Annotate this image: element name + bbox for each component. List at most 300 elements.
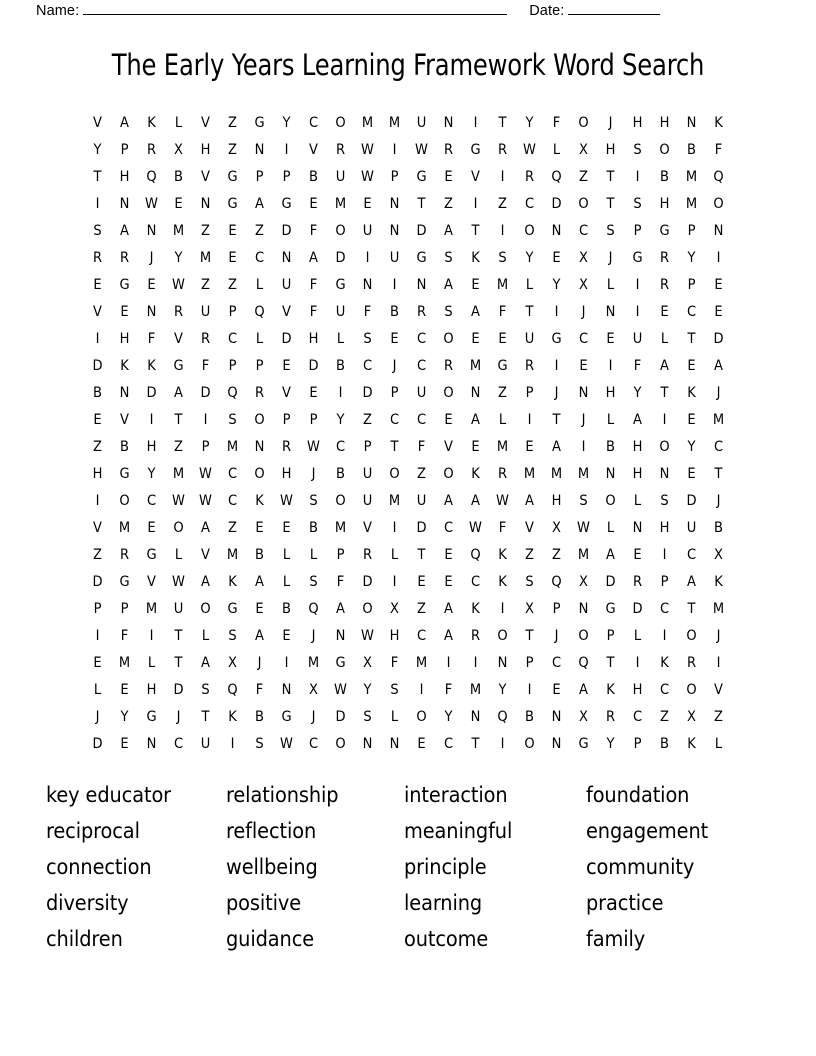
grid-cell[interactable]: A xyxy=(444,223,453,240)
grid-cell[interactable]: P xyxy=(282,412,291,429)
grid-cell[interactable]: K xyxy=(714,574,723,591)
grid-cell[interactable]: C xyxy=(173,736,184,753)
grid-cell[interactable]: L xyxy=(147,655,156,672)
grid-cell[interactable]: H xyxy=(119,169,130,186)
grid-cell[interactable]: L xyxy=(606,412,615,429)
grid-cell[interactable]: N xyxy=(578,601,589,618)
grid-cell[interactable]: A xyxy=(444,493,453,510)
grid-cell[interactable]: J xyxy=(149,250,154,267)
grid-cell[interactable]: J xyxy=(311,628,316,645)
grid-cell[interactable]: X xyxy=(579,250,588,267)
grid-cell[interactable]: O xyxy=(416,709,427,726)
grid-cell[interactable]: P xyxy=(687,223,696,240)
grid-cell[interactable]: M xyxy=(361,115,374,132)
grid-cell[interactable]: O xyxy=(713,196,724,213)
grid-cell[interactable]: R xyxy=(632,574,643,591)
grid-cell[interactable]: C xyxy=(578,331,589,348)
grid-cell[interactable]: I xyxy=(473,115,478,132)
grid-cell[interactable]: R xyxy=(416,304,427,321)
grid-cell[interactable]: T xyxy=(174,412,183,429)
grid-cell[interactable]: I xyxy=(95,331,100,348)
grid-cell[interactable]: E xyxy=(525,439,534,456)
grid-cell[interactable]: I xyxy=(608,358,613,375)
grid-cell[interactable]: D xyxy=(173,682,184,699)
grid-cell[interactable]: M xyxy=(469,358,482,375)
grid-cell[interactable]: E xyxy=(633,547,642,564)
grid-cell[interactable]: I xyxy=(662,547,667,564)
grid-cell[interactable]: C xyxy=(227,466,238,483)
grid-cell[interactable]: O xyxy=(524,736,535,753)
grid-cell[interactable]: F xyxy=(444,682,453,699)
grid-cell[interactable]: A xyxy=(174,385,183,402)
grid-cell[interactable]: K xyxy=(606,682,615,699)
grid-cell[interactable]: Y xyxy=(174,250,183,267)
grid-cell[interactable]: U xyxy=(632,331,643,348)
grid-cell[interactable]: I xyxy=(392,520,397,537)
grid-cell[interactable]: Y xyxy=(498,682,507,699)
grid-cell[interactable]: E xyxy=(93,412,102,429)
grid-cell[interactable]: T xyxy=(390,439,399,456)
grid-cell[interactable]: L xyxy=(174,115,183,132)
grid-cell[interactable]: N xyxy=(200,196,211,213)
grid-cell[interactable]: D xyxy=(632,601,643,618)
grid-cell[interactable]: Z xyxy=(525,547,534,564)
grid-cell[interactable]: D xyxy=(335,709,346,726)
grid-cell[interactable]: F xyxy=(309,223,318,240)
grid-cell[interactable]: T xyxy=(552,412,561,429)
grid-cell[interactable]: F xyxy=(714,142,723,159)
grid-cell[interactable]: B xyxy=(174,169,183,186)
grid-cell[interactable]: L xyxy=(336,331,345,348)
grid-cell[interactable]: W xyxy=(307,439,320,456)
grid-cell[interactable]: I xyxy=(500,601,505,618)
grid-cell[interactable]: I xyxy=(95,196,100,213)
grid-cell[interactable]: V xyxy=(714,682,723,699)
grid-cell[interactable]: M xyxy=(145,601,158,618)
grid-cell[interactable]: K xyxy=(120,358,129,375)
date-blank-field[interactable] xyxy=(568,2,660,15)
grid-cell[interactable]: R xyxy=(146,142,157,159)
grid-cell[interactable]: D xyxy=(416,520,427,537)
grid-cell[interactable]: E xyxy=(417,574,426,591)
word-list-item[interactable]: children xyxy=(46,927,123,953)
grid-cell[interactable]: N xyxy=(146,304,157,321)
grid-cell[interactable]: L xyxy=(255,277,264,294)
grid-cell[interactable]: M xyxy=(712,412,725,429)
grid-cell[interactable]: A xyxy=(633,412,642,429)
grid-cell[interactable]: T xyxy=(174,628,183,645)
grid-cell[interactable]: B xyxy=(336,358,345,375)
grid-cell[interactable]: L xyxy=(498,412,507,429)
grid-cell[interactable]: C xyxy=(335,439,346,456)
grid-cell[interactable]: B xyxy=(606,439,615,456)
grid-cell[interactable]: A xyxy=(606,547,615,564)
grid-cell[interactable]: H xyxy=(632,439,643,456)
grid-cell[interactable]: I xyxy=(392,574,397,591)
grid-cell[interactable]: N xyxy=(632,520,643,537)
grid-cell[interactable]: A xyxy=(201,520,210,537)
grid-cell[interactable]: F xyxy=(552,115,561,132)
grid-cell[interactable]: C xyxy=(362,358,373,375)
grid-cell[interactable]: L xyxy=(633,628,642,645)
grid-cell[interactable]: C xyxy=(416,628,427,645)
grid-cell[interactable]: Z xyxy=(255,223,264,240)
grid-cell[interactable]: A xyxy=(201,655,210,672)
grid-cell[interactable]: E xyxy=(228,250,237,267)
grid-cell[interactable]: H xyxy=(281,466,292,483)
grid-cell[interactable]: C xyxy=(686,547,697,564)
word-list-item[interactable]: practice xyxy=(586,891,664,917)
grid-cell[interactable]: U xyxy=(524,331,535,348)
grid-cell[interactable]: E xyxy=(687,466,696,483)
grid-cell[interactable]: S xyxy=(228,412,237,429)
grid-cell[interactable]: R xyxy=(686,655,697,672)
grid-cell[interactable]: Y xyxy=(633,385,642,402)
grid-cell[interactable]: A xyxy=(309,250,318,267)
grid-cell[interactable]: G xyxy=(281,196,292,213)
grid-cell[interactable]: R xyxy=(605,709,616,726)
grid-cell[interactable]: E xyxy=(174,196,183,213)
grid-cell[interactable]: K xyxy=(660,655,669,672)
grid-cell[interactable]: U xyxy=(200,304,211,321)
grid-cell[interactable]: G xyxy=(227,601,238,618)
word-list-item[interactable]: learning xyxy=(404,891,483,917)
grid-cell[interactable]: M xyxy=(577,466,590,483)
grid-cell[interactable]: E xyxy=(714,277,723,294)
grid-cell[interactable]: D xyxy=(92,358,103,375)
grid-cell[interactable]: C xyxy=(659,601,670,618)
grid-cell[interactable]: P xyxy=(120,142,129,159)
grid-cell[interactable]: P xyxy=(255,169,264,186)
grid-cell[interactable]: E xyxy=(93,655,102,672)
grid-cell[interactable]: X xyxy=(228,655,237,672)
grid-cell[interactable]: S xyxy=(309,574,318,591)
grid-cell[interactable]: Z xyxy=(660,709,669,726)
grid-cell[interactable]: J xyxy=(608,115,613,132)
grid-cell[interactable]: T xyxy=(525,304,534,321)
grid-cell[interactable]: P xyxy=(390,169,399,186)
grid-cell[interactable]: A xyxy=(336,601,345,618)
grid-cell[interactable]: M xyxy=(172,466,185,483)
grid-cell[interactable]: I xyxy=(95,628,100,645)
grid-cell[interactable]: G xyxy=(119,277,130,294)
grid-cell[interactable]: X xyxy=(552,520,561,537)
grid-cell[interactable]: I xyxy=(500,736,505,753)
grid-cell[interactable]: L xyxy=(174,547,183,564)
grid-cell[interactable]: N xyxy=(281,250,292,267)
grid-cell[interactable]: A xyxy=(579,682,588,699)
grid-cell[interactable]: S xyxy=(579,493,588,510)
grid-cell[interactable]: A xyxy=(552,439,561,456)
grid-cell[interactable]: W xyxy=(361,169,374,186)
grid-cell[interactable]: Q xyxy=(146,169,157,186)
grid-cell[interactable]: N xyxy=(362,736,373,753)
grid-cell[interactable]: Q xyxy=(254,304,265,321)
grid-cell[interactable]: S xyxy=(228,628,237,645)
grid-cell[interactable]: E xyxy=(282,358,291,375)
grid-cell[interactable]: I xyxy=(635,169,640,186)
grid-cell[interactable]: S xyxy=(633,196,642,213)
grid-cell[interactable]: N xyxy=(551,736,562,753)
grid-cell[interactable]: T xyxy=(606,196,615,213)
grid-cell[interactable]: Z xyxy=(444,196,453,213)
grid-cell[interactable]: X xyxy=(363,655,372,672)
grid-cell[interactable]: E xyxy=(363,196,372,213)
grid-cell[interactable]: W xyxy=(172,493,185,510)
grid-cell[interactable]: E xyxy=(579,358,588,375)
grid-cell[interactable]: N xyxy=(713,223,724,240)
grid-cell[interactable]: T xyxy=(471,223,480,240)
grid-cell[interactable]: Y xyxy=(282,115,291,132)
grid-cell[interactable]: D xyxy=(92,574,103,591)
grid-cell[interactable]: N xyxy=(119,385,130,402)
grid-cell[interactable]: M xyxy=(523,466,536,483)
grid-cell[interactable]: Z xyxy=(579,169,588,186)
grid-cell[interactable]: X xyxy=(579,142,588,159)
grid-cell[interactable]: E xyxy=(147,277,156,294)
grid-cell[interactable]: U xyxy=(335,304,346,321)
grid-cell[interactable]: U xyxy=(362,493,373,510)
grid-cell[interactable]: N xyxy=(497,655,508,672)
grid-cell[interactable]: M xyxy=(118,520,131,537)
grid-cell[interactable]: Y xyxy=(363,682,372,699)
grid-cell[interactable]: U xyxy=(416,385,427,402)
grid-cell[interactable]: L xyxy=(714,736,723,753)
grid-cell[interactable]: Y xyxy=(120,709,129,726)
grid-cell[interactable]: T xyxy=(687,331,696,348)
grid-cell[interactable]: A xyxy=(471,304,480,321)
grid-cell[interactable]: F xyxy=(417,439,426,456)
grid-cell[interactable]: I xyxy=(581,439,586,456)
grid-cell[interactable]: B xyxy=(525,709,534,726)
grid-cell[interactable]: I xyxy=(149,628,154,645)
grid-cell[interactable]: V xyxy=(471,169,480,186)
grid-cell[interactable]: O xyxy=(362,601,373,618)
grid-cell[interactable]: Y xyxy=(525,115,534,132)
grid-cell[interactable]: R xyxy=(335,142,346,159)
grid-cell[interactable]: J xyxy=(257,655,262,672)
grid-cell[interactable]: C xyxy=(470,574,481,591)
grid-cell[interactable]: I xyxy=(527,412,532,429)
grid-cell[interactable]: G xyxy=(335,277,346,294)
grid-cell[interactable]: T xyxy=(471,736,480,753)
grid-cell[interactable]: N xyxy=(389,736,400,753)
grid-cell[interactable]: A xyxy=(444,628,453,645)
grid-cell[interactable]: L xyxy=(525,277,534,294)
grid-cell[interactable]: X xyxy=(525,601,534,618)
word-search-grid[interactable] xyxy=(84,110,732,758)
grid-cell[interactable]: L xyxy=(390,547,399,564)
grid-cell[interactable]: C xyxy=(632,709,643,726)
grid-cell[interactable]: G xyxy=(146,547,157,564)
grid-cell[interactable]: C xyxy=(389,412,400,429)
grid-cell[interactable]: L xyxy=(633,493,642,510)
grid-cell[interactable]: R xyxy=(443,142,454,159)
grid-cell[interactable]: F xyxy=(363,304,372,321)
grid-cell[interactable]: I xyxy=(149,412,154,429)
grid-cell[interactable]: H xyxy=(119,331,130,348)
grid-cell[interactable]: V xyxy=(147,574,156,591)
grid-cell[interactable]: I xyxy=(419,682,424,699)
grid-cell[interactable]: T xyxy=(660,385,669,402)
grid-cell[interactable]: O xyxy=(686,682,697,699)
grid-cell[interactable]: O xyxy=(659,142,670,159)
grid-cell[interactable]: G xyxy=(605,601,616,618)
grid-cell[interactable]: Z xyxy=(93,547,102,564)
grid-cell[interactable]: G xyxy=(146,709,157,726)
grid-cell[interactable]: X xyxy=(174,142,183,159)
grid-cell[interactable]: I xyxy=(473,655,478,672)
word-list-item[interactable]: wellbeing xyxy=(226,855,318,881)
grid-cell[interactable]: Q xyxy=(227,682,238,699)
grid-cell[interactable]: S xyxy=(363,709,372,726)
grid-cell[interactable]: R xyxy=(497,466,508,483)
grid-cell[interactable]: V xyxy=(363,520,372,537)
grid-cell[interactable]: V xyxy=(201,115,210,132)
grid-cell[interactable]: Q xyxy=(578,655,589,672)
grid-cell[interactable]: W xyxy=(496,493,509,510)
grid-cell[interactable]: P xyxy=(687,277,696,294)
grid-cell[interactable]: V xyxy=(309,142,318,159)
grid-cell[interactable]: Z xyxy=(552,547,561,564)
grid-cell[interactable]: I xyxy=(716,250,721,267)
grid-cell[interactable]: F xyxy=(633,358,642,375)
grid-cell[interactable]: T xyxy=(201,709,210,726)
word-list-item[interactable]: connection xyxy=(46,855,152,881)
grid-cell[interactable]: M xyxy=(388,493,401,510)
grid-cell[interactable]: V xyxy=(282,304,291,321)
grid-cell[interactable]: J xyxy=(311,466,316,483)
grid-cell[interactable]: C xyxy=(146,493,157,510)
grid-cell[interactable]: A xyxy=(255,574,264,591)
grid-cell[interactable]: E xyxy=(471,439,480,456)
grid-cell[interactable]: L xyxy=(282,574,291,591)
grid-cell[interactable]: O xyxy=(389,466,400,483)
grid-cell[interactable]: Q xyxy=(470,547,481,564)
grid-cell[interactable]: P xyxy=(390,385,399,402)
grid-cell[interactable]: S xyxy=(633,142,642,159)
grid-cell[interactable]: F xyxy=(120,628,129,645)
grid-cell[interactable]: H xyxy=(92,466,103,483)
grid-cell[interactable]: N xyxy=(389,223,400,240)
grid-cell[interactable]: E xyxy=(309,196,318,213)
grid-cell[interactable]: M xyxy=(334,196,347,213)
grid-cell[interactable]: N xyxy=(659,466,670,483)
grid-cell[interactable]: U xyxy=(362,466,373,483)
grid-cell[interactable]: A xyxy=(525,493,534,510)
grid-cell[interactable]: C xyxy=(227,331,238,348)
grid-cell[interactable]: G xyxy=(227,169,238,186)
grid-cell[interactable]: N xyxy=(686,115,697,132)
grid-cell[interactable]: F xyxy=(309,304,318,321)
grid-cell[interactable]: Y xyxy=(336,412,345,429)
grid-cell[interactable]: B xyxy=(255,547,264,564)
grid-cell[interactable]: X xyxy=(309,682,318,699)
grid-cell[interactable]: D xyxy=(281,331,292,348)
grid-cell[interactable]: Z xyxy=(498,196,507,213)
grid-cell[interactable]: C xyxy=(578,223,589,240)
grid-cell[interactable]: D xyxy=(335,250,346,267)
grid-cell[interactable]: S xyxy=(660,493,669,510)
grid-cell[interactable]: N xyxy=(605,466,616,483)
grid-cell[interactable]: P xyxy=(228,358,237,375)
grid-cell[interactable]: U xyxy=(335,169,346,186)
grid-cell[interactable]: G xyxy=(659,223,670,240)
grid-cell[interactable]: E xyxy=(471,331,480,348)
grid-cell[interactable]: J xyxy=(716,493,721,510)
grid-cell[interactable]: T xyxy=(417,196,426,213)
grid-cell[interactable]: G xyxy=(578,736,589,753)
grid-cell[interactable]: R xyxy=(119,250,130,267)
grid-cell[interactable]: H xyxy=(659,115,670,132)
grid-cell[interactable]: G xyxy=(254,115,265,132)
grid-cell[interactable]: E xyxy=(444,574,453,591)
grid-cell[interactable]: H xyxy=(605,142,616,159)
grid-cell[interactable]: W xyxy=(361,142,374,159)
grid-cell[interactable]: Y xyxy=(444,709,453,726)
grid-cell[interactable]: D xyxy=(713,331,724,348)
grid-cell[interactable]: C xyxy=(686,304,697,321)
grid-cell[interactable]: L xyxy=(552,142,561,159)
grid-cell[interactable]: E xyxy=(417,736,426,753)
grid-cell[interactable]: E xyxy=(687,412,696,429)
grid-cell[interactable]: O xyxy=(335,493,346,510)
grid-cell[interactable]: D xyxy=(92,736,103,753)
word-list-item[interactable]: reciprocal xyxy=(46,819,140,845)
grid-cell[interactable]: P xyxy=(525,655,534,672)
grid-cell[interactable]: M xyxy=(118,655,131,672)
grid-cell[interactable]: R xyxy=(524,169,535,186)
grid-cell[interactable]: G xyxy=(497,358,508,375)
grid-cell[interactable]: V xyxy=(93,304,102,321)
grid-cell[interactable]: P xyxy=(93,601,102,618)
grid-cell[interactable]: U xyxy=(686,520,697,537)
grid-cell[interactable]: V xyxy=(525,520,534,537)
grid-cell[interactable]: E xyxy=(309,385,318,402)
grid-cell[interactable]: U xyxy=(416,493,427,510)
grid-cell[interactable]: H xyxy=(146,682,157,699)
grid-cell[interactable]: N xyxy=(551,223,562,240)
grid-cell[interactable]: S xyxy=(201,682,210,699)
word-list-item[interactable]: engagement xyxy=(586,819,709,845)
grid-cell[interactable]: Z xyxy=(498,385,507,402)
grid-cell[interactable]: C xyxy=(416,412,427,429)
grid-cell[interactable]: E xyxy=(255,520,264,537)
grid-cell[interactable]: E xyxy=(687,358,696,375)
grid-cell[interactable]: T xyxy=(687,601,696,618)
grid-cell[interactable]: I xyxy=(365,250,370,267)
grid-cell[interactable]: W xyxy=(199,493,212,510)
grid-cell[interactable]: O xyxy=(254,412,265,429)
grid-cell[interactable]: P xyxy=(525,385,534,402)
grid-cell[interactable]: E xyxy=(444,169,453,186)
grid-cell[interactable]: R xyxy=(443,358,454,375)
grid-cell[interactable]: B xyxy=(282,601,291,618)
grid-cell[interactable]: V xyxy=(93,115,102,132)
grid-cell[interactable]: M xyxy=(307,655,320,672)
grid-cell[interactable]: T xyxy=(498,115,507,132)
grid-cell[interactable]: Q xyxy=(551,169,562,186)
grid-cell[interactable]: K xyxy=(228,574,237,591)
grid-cell[interactable]: D xyxy=(308,358,319,375)
grid-cell[interactable]: P xyxy=(282,169,291,186)
grid-cell[interactable]: I xyxy=(635,277,640,294)
grid-cell[interactable]: Z xyxy=(93,439,102,456)
grid-cell[interactable]: Q xyxy=(227,385,238,402)
word-list-item[interactable]: reflection xyxy=(226,819,317,845)
word-list-item[interactable]: interaction xyxy=(404,783,508,809)
grid-cell[interactable]: O xyxy=(335,736,346,753)
